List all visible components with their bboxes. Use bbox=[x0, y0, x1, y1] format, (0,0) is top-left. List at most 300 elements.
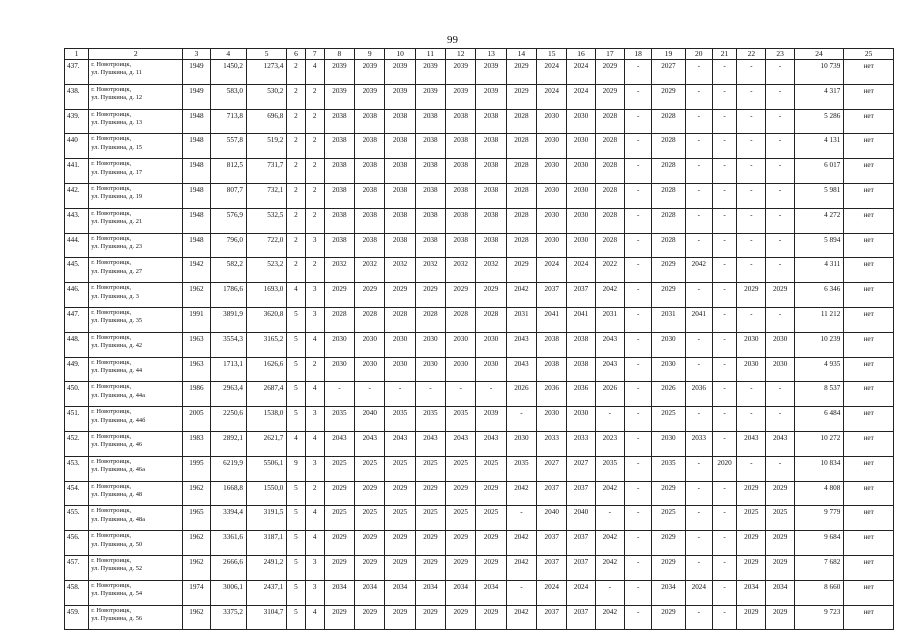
data-cell: - bbox=[737, 233, 766, 258]
data-cell: 2038 bbox=[324, 233, 354, 258]
address-street: ул. Пушкина, д. 3 bbox=[91, 292, 139, 300]
data-cell: - bbox=[766, 407, 794, 432]
address-street: ул. Пушкина, д. 19 bbox=[91, 193, 143, 201]
address-city: г. Новотроицк, bbox=[91, 457, 132, 465]
data-cell: 530,2 bbox=[246, 84, 286, 109]
data-cell: 2024 bbox=[567, 84, 595, 109]
data-cell: 2025 bbox=[652, 407, 685, 432]
data-cell: нет bbox=[844, 357, 894, 382]
address-street: ул. Пушкина, д. 17 bbox=[91, 168, 143, 176]
data-cell: нет bbox=[844, 407, 894, 432]
data-cell: 2029 bbox=[355, 283, 385, 308]
table-row bbox=[65, 208, 894, 233]
address-city: г. Новотроицк, bbox=[91, 308, 132, 316]
address-cell bbox=[89, 159, 183, 184]
data-cell: 2 bbox=[305, 481, 324, 506]
data-cell: 2038 bbox=[476, 109, 506, 134]
data-cell: - bbox=[766, 84, 794, 109]
data-cell: - bbox=[737, 307, 766, 332]
column-header: 3 bbox=[183, 49, 210, 60]
data-cell: - bbox=[712, 258, 736, 283]
address-city: г. Новотроицк, bbox=[91, 209, 132, 217]
data-cell: 2039 bbox=[324, 84, 354, 109]
address-city: г. Новотроицк, bbox=[91, 532, 132, 540]
data-cell: 2034 bbox=[385, 580, 415, 605]
data-cell: - bbox=[712, 332, 736, 357]
data-cell: 3375,2 bbox=[210, 605, 246, 630]
data-cell: 2022 bbox=[595, 258, 624, 283]
data-cell: нет bbox=[844, 233, 894, 258]
data-cell: - bbox=[685, 159, 712, 184]
data-cell: 2028 bbox=[506, 134, 536, 159]
address-city: г. Новотроицк, bbox=[91, 507, 132, 515]
data-cell: 2035 bbox=[324, 407, 354, 432]
address-street: ул. Пушкина, д. 35 bbox=[91, 317, 143, 325]
address-street: ул. Пушкина, д. 23 bbox=[91, 242, 143, 250]
data-cell: 5 bbox=[287, 481, 305, 506]
address-street: ул. Пушкина, д. 44а bbox=[91, 391, 145, 399]
data-cell: 2026 bbox=[595, 382, 624, 407]
data-cell: 1942 bbox=[183, 258, 210, 283]
address-city: г. Новотроицк, bbox=[91, 482, 132, 490]
data-cell: 6 484 bbox=[794, 407, 844, 432]
data-cell: 2039 bbox=[476, 407, 506, 432]
data-cell: 2038 bbox=[355, 109, 385, 134]
data-cell: 2042 bbox=[595, 555, 624, 580]
data-cell: 2038 bbox=[446, 233, 476, 258]
address-street: ул. Пушкина, д. 56 bbox=[91, 614, 143, 622]
data-cell: - bbox=[737, 407, 766, 432]
data-cell: 6 346 bbox=[794, 283, 844, 308]
data-cell: - bbox=[712, 109, 736, 134]
data-cell: 1986 bbox=[183, 382, 210, 407]
data-cell: 2034 bbox=[324, 580, 354, 605]
data-cell: 4 bbox=[305, 506, 324, 531]
address-street: ул. Пушкина, д. 44б bbox=[91, 416, 146, 424]
data-cell: 2042 bbox=[506, 481, 536, 506]
data-cell: 2043 bbox=[324, 431, 354, 456]
data-cell: 7 682 bbox=[794, 555, 844, 580]
address-cell bbox=[89, 407, 183, 432]
data-cell: 2039 bbox=[385, 60, 415, 85]
data-cell: 2 bbox=[305, 183, 324, 208]
table-row bbox=[65, 60, 894, 85]
column-number-row bbox=[65, 49, 894, 60]
data-cell: 2028 bbox=[506, 233, 536, 258]
data-cell: 2039 bbox=[385, 84, 415, 109]
data-cell: 2038 bbox=[567, 332, 595, 357]
data-cell: 2892,1 bbox=[210, 431, 246, 456]
address-city: г. Новотроицк, bbox=[91, 606, 132, 614]
data-cell: 2039 bbox=[415, 84, 445, 109]
data-cell: 2037 bbox=[537, 531, 567, 556]
address-street: ул. Пушкина, д. 44 bbox=[91, 366, 143, 374]
column-header: 22 bbox=[737, 49, 766, 60]
data-cell: - bbox=[737, 208, 766, 233]
address-cell bbox=[89, 307, 183, 332]
data-cell: 2043 bbox=[415, 431, 445, 456]
data-cell: - bbox=[685, 407, 712, 432]
data-cell: 2035 bbox=[506, 456, 536, 481]
data-cell: 2036 bbox=[567, 382, 595, 407]
data-cell: нет bbox=[844, 506, 894, 531]
data-cell: 2024 bbox=[537, 84, 567, 109]
data-cell: 2029 bbox=[355, 481, 385, 506]
data-cell: 2029 bbox=[766, 481, 794, 506]
data-cell: 2038 bbox=[324, 134, 354, 159]
data-cell: 2030 bbox=[567, 109, 595, 134]
data-cell: нет bbox=[844, 258, 894, 283]
data-cell: - bbox=[712, 159, 736, 184]
data-cell: 2027 bbox=[652, 60, 685, 85]
data-cell: 5 bbox=[287, 407, 305, 432]
data-cell: 2029 bbox=[766, 605, 794, 630]
table-row bbox=[65, 134, 894, 159]
data-cell: 2043 bbox=[595, 332, 624, 357]
data-cell: 2028 bbox=[415, 307, 445, 332]
address-city: г. Новотроицк, bbox=[91, 85, 132, 93]
data-cell: 2030 bbox=[652, 332, 685, 357]
data-cell: - bbox=[625, 580, 652, 605]
data-cell: 4 bbox=[305, 605, 324, 630]
data-cell: 2028 bbox=[595, 208, 624, 233]
data-cell: - bbox=[766, 60, 794, 85]
data-cell: 2028 bbox=[652, 233, 685, 258]
data-cell: 2043 bbox=[506, 332, 536, 357]
data-cell: 2038 bbox=[324, 159, 354, 184]
column-header: 19 bbox=[652, 49, 685, 60]
data-cell: 523,2 bbox=[246, 258, 286, 283]
row-number-cell: 458. bbox=[65, 580, 89, 605]
data-cell: 2038 bbox=[415, 208, 445, 233]
data-cell: 2024 bbox=[567, 60, 595, 85]
data-cell: 3891,9 bbox=[210, 307, 246, 332]
data-cell: 2037 bbox=[567, 283, 595, 308]
data-cell: 3006,1 bbox=[210, 580, 246, 605]
data-cell: 2029 bbox=[737, 283, 766, 308]
data-cell: нет bbox=[844, 60, 894, 85]
data-cell: 2037 bbox=[537, 605, 567, 630]
data-cell: 2028 bbox=[652, 183, 685, 208]
data-cell: 2029 bbox=[385, 283, 415, 308]
data-cell: 9 779 bbox=[794, 506, 844, 531]
data-cell: 2034 bbox=[446, 580, 476, 605]
data-cell: 2038 bbox=[476, 233, 506, 258]
data-cell: 3187,1 bbox=[246, 531, 286, 556]
data-cell: 2042 bbox=[685, 258, 712, 283]
table-row bbox=[65, 307, 894, 332]
data-cell: 2025 bbox=[446, 456, 476, 481]
data-cell: - bbox=[625, 357, 652, 382]
data-cell: 2039 bbox=[324, 60, 354, 85]
data-cell: 2043 bbox=[506, 357, 536, 382]
data-cell: 2250,6 bbox=[210, 407, 246, 432]
data-cell: - bbox=[766, 134, 794, 159]
data-cell: - bbox=[712, 531, 736, 556]
row-number-cell: 450. bbox=[65, 382, 89, 407]
data-cell: 2028 bbox=[324, 307, 354, 332]
address-street: ул. Пушкина, д. 15 bbox=[91, 143, 143, 151]
data-cell: - bbox=[712, 481, 736, 506]
data-cell: - bbox=[712, 431, 736, 456]
data-cell: 2030 bbox=[537, 233, 567, 258]
data-cell: 519,2 bbox=[246, 134, 286, 159]
data-cell: 2042 bbox=[506, 283, 536, 308]
data-cell: 2 bbox=[305, 159, 324, 184]
table-row bbox=[65, 84, 894, 109]
data-cell: нет bbox=[844, 208, 894, 233]
data-cell: 2038 bbox=[446, 109, 476, 134]
data-cell: - bbox=[625, 60, 652, 85]
data-cell: 2029 bbox=[652, 481, 685, 506]
data-cell: 3554,3 bbox=[210, 332, 246, 357]
data-cell: 2029 bbox=[766, 531, 794, 556]
data-cell: нет bbox=[844, 134, 894, 159]
data-cell: 2028 bbox=[476, 307, 506, 332]
data-cell: - bbox=[625, 481, 652, 506]
data-cell: 2024 bbox=[567, 580, 595, 605]
data-cell: 1962 bbox=[183, 283, 210, 308]
address-street: ул. Пушкина, д. 27 bbox=[91, 267, 143, 275]
data-cell: 4 311 bbox=[794, 258, 844, 283]
data-cell: - bbox=[595, 407, 624, 432]
data-cell: 731,7 bbox=[246, 159, 286, 184]
data-cell: 3 bbox=[305, 307, 324, 332]
data-cell: 2029 bbox=[652, 84, 685, 109]
data-cell: - bbox=[712, 382, 736, 407]
data-cell: 2 bbox=[287, 109, 305, 134]
data-cell: 2034 bbox=[737, 580, 766, 605]
data-cell: нет bbox=[844, 431, 894, 456]
data-cell: 1550,0 bbox=[246, 481, 286, 506]
column-header: 9 bbox=[355, 49, 385, 60]
data-cell: 2025 bbox=[324, 456, 354, 481]
data-cell: 2038 bbox=[385, 233, 415, 258]
data-cell: 5 bbox=[287, 580, 305, 605]
address-city: г. Новотроицк, bbox=[91, 61, 132, 68]
data-cell: 2025 bbox=[355, 506, 385, 531]
data-cell: 2038 bbox=[415, 183, 445, 208]
row-number-cell: 443. bbox=[65, 208, 89, 233]
data-cell: - bbox=[625, 283, 652, 308]
data-cell: - bbox=[766, 456, 794, 481]
table-row bbox=[65, 109, 894, 134]
data-cell: 2026 bbox=[652, 382, 685, 407]
data-cell: 1948 bbox=[183, 233, 210, 258]
column-header: 5 bbox=[246, 49, 286, 60]
data-cell: 2039 bbox=[476, 84, 506, 109]
data-cell: 2027 bbox=[567, 456, 595, 481]
data-cell: 2024 bbox=[537, 580, 567, 605]
data-cell: 2038 bbox=[385, 134, 415, 159]
data-cell: 9 bbox=[287, 456, 305, 481]
table-row bbox=[65, 531, 894, 556]
data-cell: 2030 bbox=[766, 332, 794, 357]
data-cell: 2030 bbox=[567, 407, 595, 432]
data-cell: 5 894 bbox=[794, 233, 844, 258]
data-cell: 1949 bbox=[183, 84, 210, 109]
data-cell: - bbox=[737, 382, 766, 407]
data-cell: 1538,0 bbox=[246, 407, 286, 432]
table-row bbox=[65, 258, 894, 283]
data-cell: - bbox=[737, 183, 766, 208]
data-cell: 2039 bbox=[446, 84, 476, 109]
address-city: г. Новотроицк, bbox=[91, 333, 132, 341]
data-cell: 2029 bbox=[506, 84, 536, 109]
data-cell: 2038 bbox=[476, 159, 506, 184]
data-cell: 2032 bbox=[385, 258, 415, 283]
data-cell: 2037 bbox=[537, 555, 567, 580]
data-cell: - bbox=[625, 605, 652, 630]
column-header: 24 bbox=[794, 49, 844, 60]
data-cell: 2036 bbox=[537, 382, 567, 407]
data-cell: 4 bbox=[305, 332, 324, 357]
address-cell bbox=[89, 456, 183, 481]
data-cell: - bbox=[446, 382, 476, 407]
data-cell: - bbox=[625, 506, 652, 531]
data-cell: 2 bbox=[305, 84, 324, 109]
data-cell: 2029 bbox=[595, 84, 624, 109]
data-cell: 2 bbox=[287, 258, 305, 283]
data-cell: 2029 bbox=[385, 481, 415, 506]
column-header: 15 bbox=[537, 49, 567, 60]
data-cell: - bbox=[766, 208, 794, 233]
data-cell: 2 bbox=[305, 357, 324, 382]
data-cell: 3361,6 bbox=[210, 531, 246, 556]
address-city: г. Новотроицк, bbox=[91, 408, 132, 416]
data-cell: 2030 bbox=[446, 332, 476, 357]
data-cell: - bbox=[712, 506, 736, 531]
data-cell: 2025 bbox=[385, 456, 415, 481]
data-cell: 2039 bbox=[476, 60, 506, 85]
data-cell: 3394,4 bbox=[210, 506, 246, 531]
data-cell: 2037 bbox=[567, 481, 595, 506]
data-cell: 2040 bbox=[537, 506, 567, 531]
data-cell: нет bbox=[844, 159, 894, 184]
data-cell: 2030 bbox=[385, 357, 415, 382]
data-cell: 2029 bbox=[415, 605, 445, 630]
data-cell: 2030 bbox=[567, 183, 595, 208]
data-cell: 2030 bbox=[652, 357, 685, 382]
data-cell: - bbox=[766, 258, 794, 283]
data-cell: - bbox=[737, 60, 766, 85]
data-cell: - bbox=[737, 109, 766, 134]
data-cell: 1786,6 bbox=[210, 283, 246, 308]
data-cell: 2035 bbox=[415, 407, 445, 432]
data-cell: 2029 bbox=[737, 555, 766, 580]
data-cell: - bbox=[712, 183, 736, 208]
data-cell: 2029 bbox=[324, 283, 354, 308]
table-row bbox=[65, 481, 894, 506]
data-cell: 2030 bbox=[537, 208, 567, 233]
data-cell: - bbox=[712, 407, 736, 432]
data-cell: - bbox=[595, 580, 624, 605]
data-cell: 2041 bbox=[567, 307, 595, 332]
data-cell: 10 272 bbox=[794, 431, 844, 456]
data-cell: 2030 bbox=[446, 357, 476, 382]
data-cell: 2031 bbox=[506, 307, 536, 332]
data-cell: - bbox=[685, 208, 712, 233]
data-cell: 2038 bbox=[385, 109, 415, 134]
address-cell bbox=[89, 183, 183, 208]
data-cell: 583,0 bbox=[210, 84, 246, 109]
data-cell: 3104,7 bbox=[246, 605, 286, 630]
data-cell: 10 239 bbox=[794, 332, 844, 357]
data-cell: 2 bbox=[287, 134, 305, 159]
data-cell: 2043 bbox=[476, 431, 506, 456]
data-cell: 2034 bbox=[476, 580, 506, 605]
address-cell bbox=[89, 283, 183, 308]
table-row bbox=[65, 580, 894, 605]
data-cell: - bbox=[712, 84, 736, 109]
data-cell: 9 723 bbox=[794, 605, 844, 630]
data-cell: - bbox=[766, 382, 794, 407]
data-cell: 2038 bbox=[355, 183, 385, 208]
address-city: г. Новотроицк, bbox=[91, 184, 132, 192]
row-number-cell: 447. bbox=[65, 307, 89, 332]
table-row bbox=[65, 407, 894, 432]
data-cell: нет bbox=[844, 531, 894, 556]
data-cell: 2035 bbox=[385, 407, 415, 432]
address-street: ул. Пушкина, д. 48 bbox=[91, 490, 143, 498]
data-cell: 2030 bbox=[567, 233, 595, 258]
data-cell: 1713,1 bbox=[210, 357, 246, 382]
column-header: 23 bbox=[766, 49, 794, 60]
row-number-cell: 449. bbox=[65, 357, 89, 382]
data-cell: 2666,6 bbox=[210, 555, 246, 580]
data-cell: 2027 bbox=[537, 456, 567, 481]
data-cell: 5 286 bbox=[794, 109, 844, 134]
data-cell: - bbox=[385, 382, 415, 407]
address-street: ул. Пушкина, д. 52 bbox=[91, 565, 143, 573]
column-header: 12 bbox=[446, 49, 476, 60]
data-cell: 2 bbox=[287, 159, 305, 184]
data-cell: 11 212 bbox=[794, 307, 844, 332]
data-cell: 2024 bbox=[537, 60, 567, 85]
data-cell: 2 bbox=[287, 60, 305, 85]
page-number: 99 bbox=[447, 34, 458, 46]
data-cell: 2034 bbox=[766, 580, 794, 605]
data-cell: 2023 bbox=[595, 431, 624, 456]
data-cell: - bbox=[625, 307, 652, 332]
address-cell bbox=[89, 357, 183, 382]
data-cell: 2029 bbox=[355, 555, 385, 580]
address-cell bbox=[89, 382, 183, 407]
data-cell: 3165,2 bbox=[246, 332, 286, 357]
table-row bbox=[65, 183, 894, 208]
data-cell: - bbox=[712, 357, 736, 382]
data-cell: 2035 bbox=[446, 407, 476, 432]
table-row bbox=[65, 382, 894, 407]
data-cell: 2030 bbox=[476, 332, 506, 357]
data-cell: - bbox=[712, 580, 736, 605]
data-cell: 4 bbox=[305, 60, 324, 85]
data-cell: - bbox=[625, 456, 652, 481]
data-cell: 2029 bbox=[355, 605, 385, 630]
data-cell: 2038 bbox=[385, 183, 415, 208]
address-cell bbox=[89, 605, 183, 630]
data-cell: 2034 bbox=[652, 580, 685, 605]
data-cell: - bbox=[712, 60, 736, 85]
data-cell: 8 660 bbox=[794, 580, 844, 605]
address-city: г. Новотроицк, bbox=[91, 284, 132, 292]
data-cell: 2025 bbox=[476, 456, 506, 481]
data-cell: 4 bbox=[287, 431, 305, 456]
data-cell: 5 bbox=[287, 332, 305, 357]
data-cell: - bbox=[685, 531, 712, 556]
data-cell: - bbox=[625, 109, 652, 134]
data-cell: 3 bbox=[305, 407, 324, 432]
